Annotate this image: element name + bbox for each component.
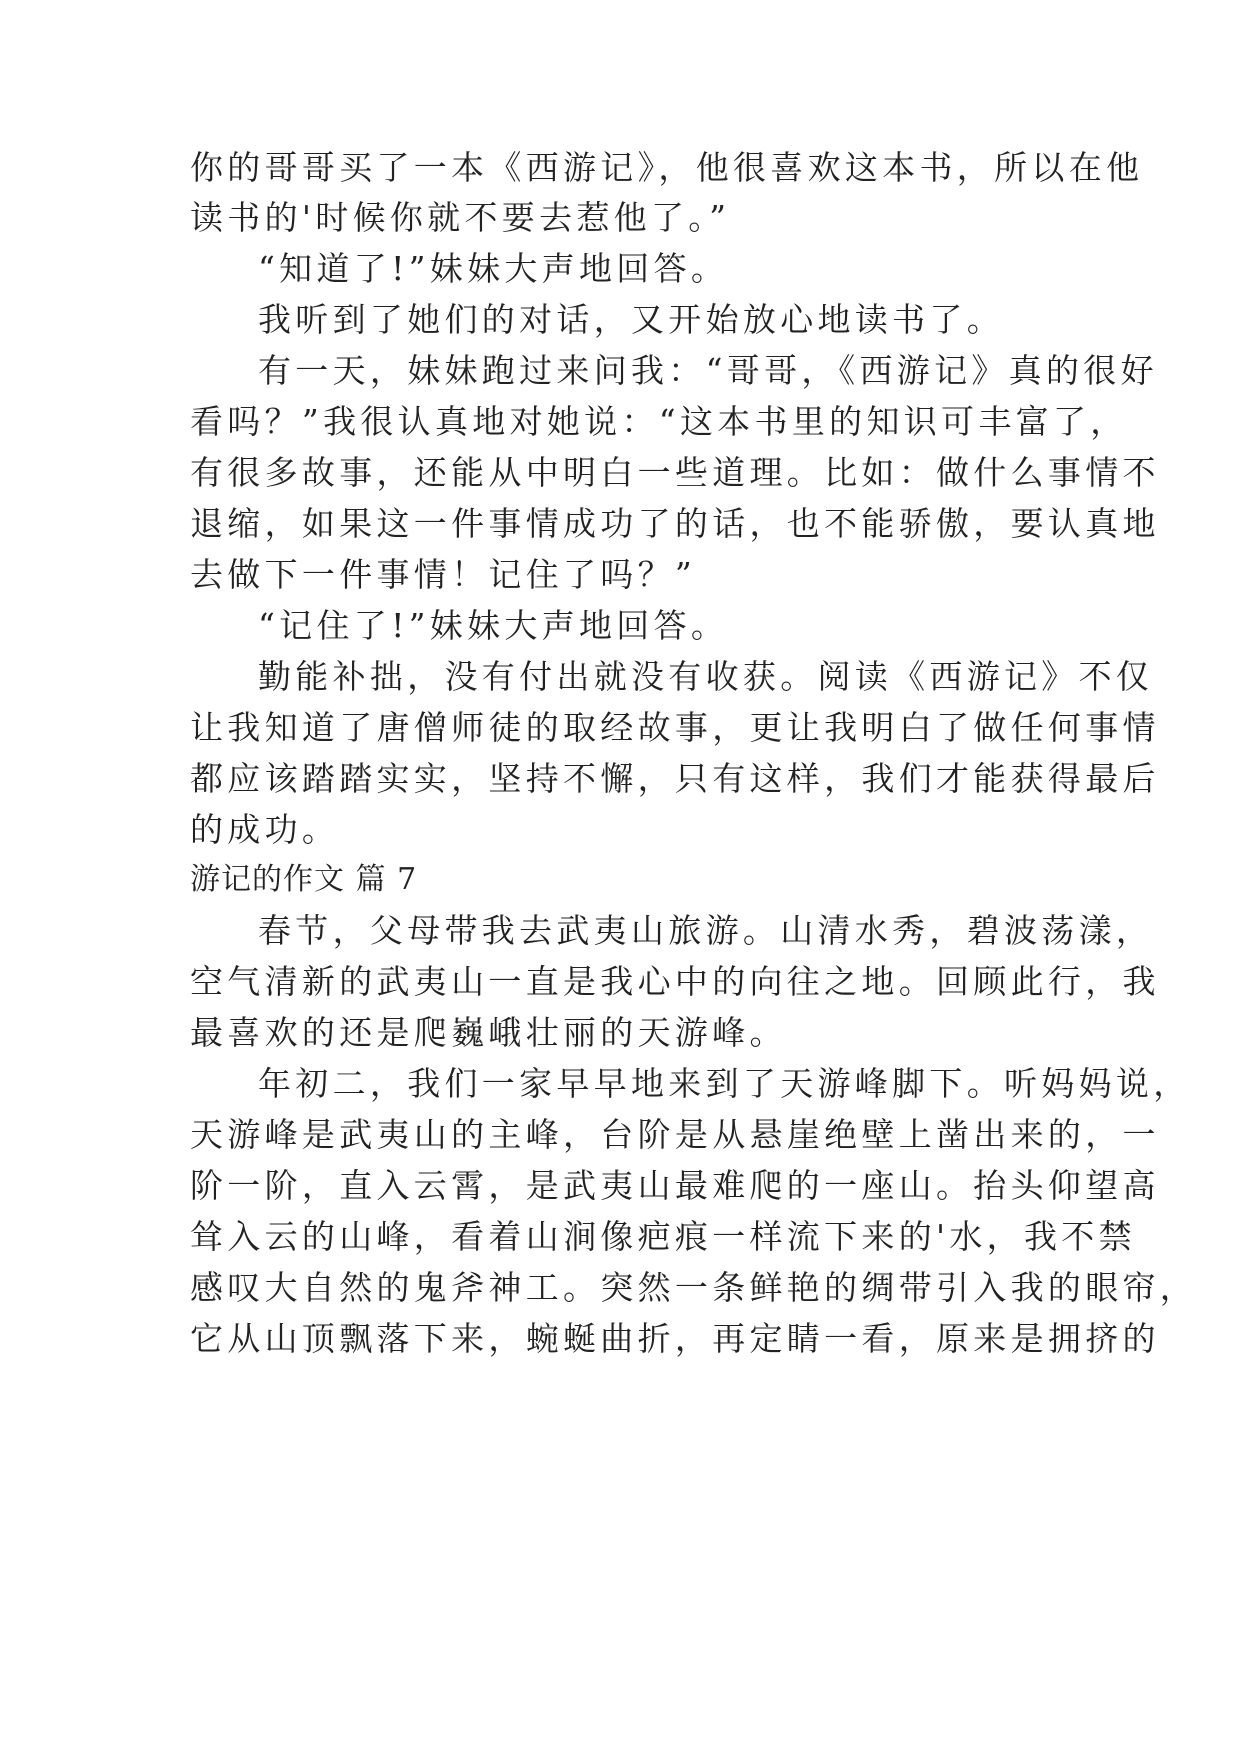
text-line: 天游峰是武夷山的主峰，台阶是从悬崖绝壁上凿出来的，一 bbox=[190, 1115, 1160, 1154]
section-heading: 游记的作文 篇 7 bbox=[190, 862, 418, 897]
text-line: 让我知道了唐僧师徒的取经故事，更让我明白了做任何事情 bbox=[190, 708, 1160, 747]
text-line: 春节，父母带我去武夷山旅游。山清水秀，碧波荡漾， bbox=[258, 911, 1154, 950]
text-line: 的成功。 bbox=[190, 810, 340, 849]
text-line: 退缩，如果这一件事情成功了的话，也不能骄傲，要认真地 bbox=[190, 504, 1160, 543]
text-line: 有很多故事，还能从中明白一些道理。比如：做什么事情不 bbox=[190, 453, 1160, 492]
text-line: 感叹大自然的鬼斧神工。突然一条鲜艳的绸带引入我的眼帘， bbox=[190, 1268, 1198, 1307]
text-line: 最喜欢的还是爬巍峨壮丽的天游峰。 bbox=[190, 1013, 787, 1052]
text-line: 有一天，妹妹跑过来问我：“哥哥，《西游记》真的很好 bbox=[258, 351, 1158, 390]
text-line: 我听到了她们的对话，又开始放心地读书了。 bbox=[258, 300, 1004, 339]
text-line: 去做下一件事情！记住了吗？” bbox=[190, 555, 697, 594]
text-line: 阶一阶，直入云霄，是武夷山最难爬的一座山。抬头仰望高 bbox=[190, 1166, 1160, 1205]
text-line: 都应该踏踏实实，坚持不懈，只有这样，我们才能获得最后 bbox=[190, 759, 1160, 798]
text-line: 看吗？”我很认真地对她说：“这本书里的知识可丰富了， bbox=[190, 402, 1128, 441]
text-line: 它从山顶飘落下来，蜿蜒曲折，再定睛一看，原来是拥挤的 bbox=[190, 1319, 1160, 1358]
text-line: “记住了!”妹妹大声地回答。 bbox=[258, 606, 729, 645]
text-line: 空气清新的武夷山一直是我心中的向往之地。回顾此行，我 bbox=[190, 962, 1160, 1001]
text-line: 你的哥哥买了一本《西游记》，他很喜欢这本书，所以在他 bbox=[190, 148, 1144, 187]
text-line: 年初二，我们一家早早地来到了天游峰脚下。听妈妈说， bbox=[258, 1064, 1191, 1103]
text-line: “知道了!”妹妹大声地回答。 bbox=[258, 249, 729, 288]
text-line: 耸入云的山峰，看着山涧像疤痕一样流下来的'水，我不禁 bbox=[190, 1217, 1136, 1256]
text-line: 勤能补拙，没有付出就没有收获。阅读《西游记》不仅 bbox=[258, 657, 1154, 696]
text-line: 读书的'时候你就不要去惹他了。” bbox=[190, 198, 731, 237]
